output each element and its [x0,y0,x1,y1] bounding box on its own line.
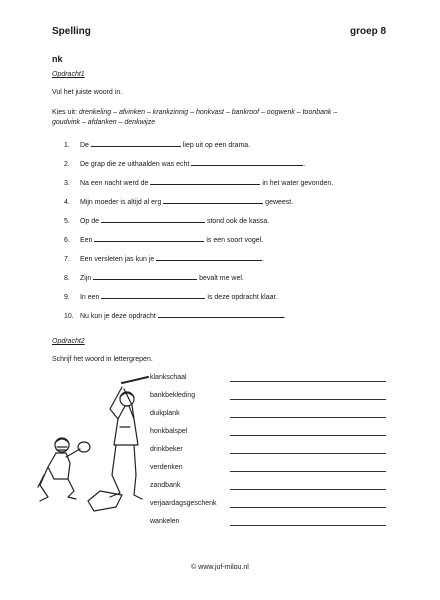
answer-blank[interactable] [158,309,284,318]
sentence-number: 7. [64,256,70,263]
exercise1-instruction: Vul het juiste woord in. [52,89,123,96]
syllable-answer-line[interactable] [230,453,386,454]
word-choices [52,108,392,128]
sentence-number: 10. [64,313,74,320]
sentence-number: 9. [64,294,70,301]
sentence-number: 5. [64,218,70,225]
syllable-answer-line[interactable] [230,381,386,382]
answer-blank[interactable] [163,195,263,204]
sentence-number: 3. [64,180,70,187]
answer-blank[interactable] [101,290,205,299]
catcher-figure [38,438,90,501]
sentence-number: 4. [64,199,70,206]
answer-blank[interactable] [156,252,265,263]
sentence-text-before: De [79,142,89,149]
worksheet-group: groep 8 [350,26,387,37]
baseball-players-illustration [30,375,150,535]
sentence-text-before: Een versleten jas kun je [79,256,155,263]
syllable-answer-line[interactable] [230,417,386,418]
footer-copyright: © www.juf-milou.nl [191,564,249,571]
exercise2-instruction: Schrijf het woord in lettergrepen. [52,356,153,363]
answer-blank[interactable] [150,176,260,185]
sentence-text-after: . [303,161,306,168]
syllable-word: drinkbeker [150,446,183,453]
sentence-number: 1. [64,142,70,149]
sentence-row [64,176,333,189]
choices-line1: drenkeling – afvinken – krankzinnig – honkvast – bankroof – oogwenk – toonbank – [78,109,338,116]
exercise2-title: Opdracht2 [52,338,85,345]
sentence-row [64,290,277,303]
sentence-row [64,214,269,227]
sentence-text-before: De grap die ze uithaalden was echt [79,161,190,168]
choices-line2: goudvink – afdanken – denkwijze [52,119,156,126]
exercise1-title: Opdracht1 [52,71,85,78]
sentence-text-before: Zijn [79,275,92,282]
sentence-text-before: Mijn moeder is altijd al erg [79,199,162,206]
answer-blank[interactable] [94,233,204,242]
sentence-text-before: In een [79,294,100,301]
syllable-answer-line[interactable] [230,399,386,400]
answer-blank[interactable] [101,214,205,223]
sentence-text-after: . [283,313,286,320]
syllable-answer-line[interactable] [230,525,386,526]
answer-blank[interactable] [91,138,181,147]
syllable-word: duikplank [150,410,180,417]
syllable-word: bankbekleding [150,392,196,399]
sentence-text-before: Op de [79,218,100,225]
syllable-answer-line[interactable] [230,489,386,490]
sentence-text-before: Een [79,237,93,244]
sentence-text-after: liep uit op een drama. [182,142,251,149]
batter-figure [110,377,148,499]
sentence-text-after: . [262,256,265,263]
sentence-row [64,309,286,322]
sentence-row [64,157,305,170]
topic-heading: nk [52,54,63,64]
sentence-row [64,233,263,246]
answer-blank[interactable] [93,271,197,280]
home-plate-shape [88,491,122,511]
sentence-number: 2. [64,161,70,168]
sentence-row [64,252,264,265]
sentence-row [64,138,250,151]
sentence-row [64,195,293,208]
syllable-word: verjaardagsgeschenk [150,500,217,507]
syllable-answer-line[interactable] [230,435,386,436]
worksheet-subject: Spelling [52,26,91,37]
syllable-word: klankschaal [150,374,187,381]
syllable-word: verdenken [150,464,183,471]
sentence-number: 8. [64,275,70,282]
syllable-answer-line[interactable] [230,471,386,472]
sentence-text-after: bevalt me wel. [199,275,244,282]
sentence-text-after: stond ook de kassa. [206,218,270,225]
answer-blank[interactable] [191,157,306,168]
syllable-word: zandbank [150,482,181,489]
sentence-text-before: Nu kun je deze opdracht [79,313,156,320]
sentence-row [64,271,244,284]
sentence-text-after: is deze opdracht klaar. [207,294,278,301]
choose-label: Kies uit: [52,109,77,116]
syllable-word: honkbalspel [150,428,188,435]
sentence-text-before: Na een nacht werd de [79,180,149,187]
syllable-answer-line[interactable] [230,507,386,508]
sentence-text-after: in het water gevonden. [262,180,334,187]
sentence-text-after: geweest. [265,199,294,206]
sentence-text-after: is een soort vogel. [206,237,264,244]
syllable-word: wankelen [150,518,180,525]
sentence-number: 6. [64,237,70,244]
